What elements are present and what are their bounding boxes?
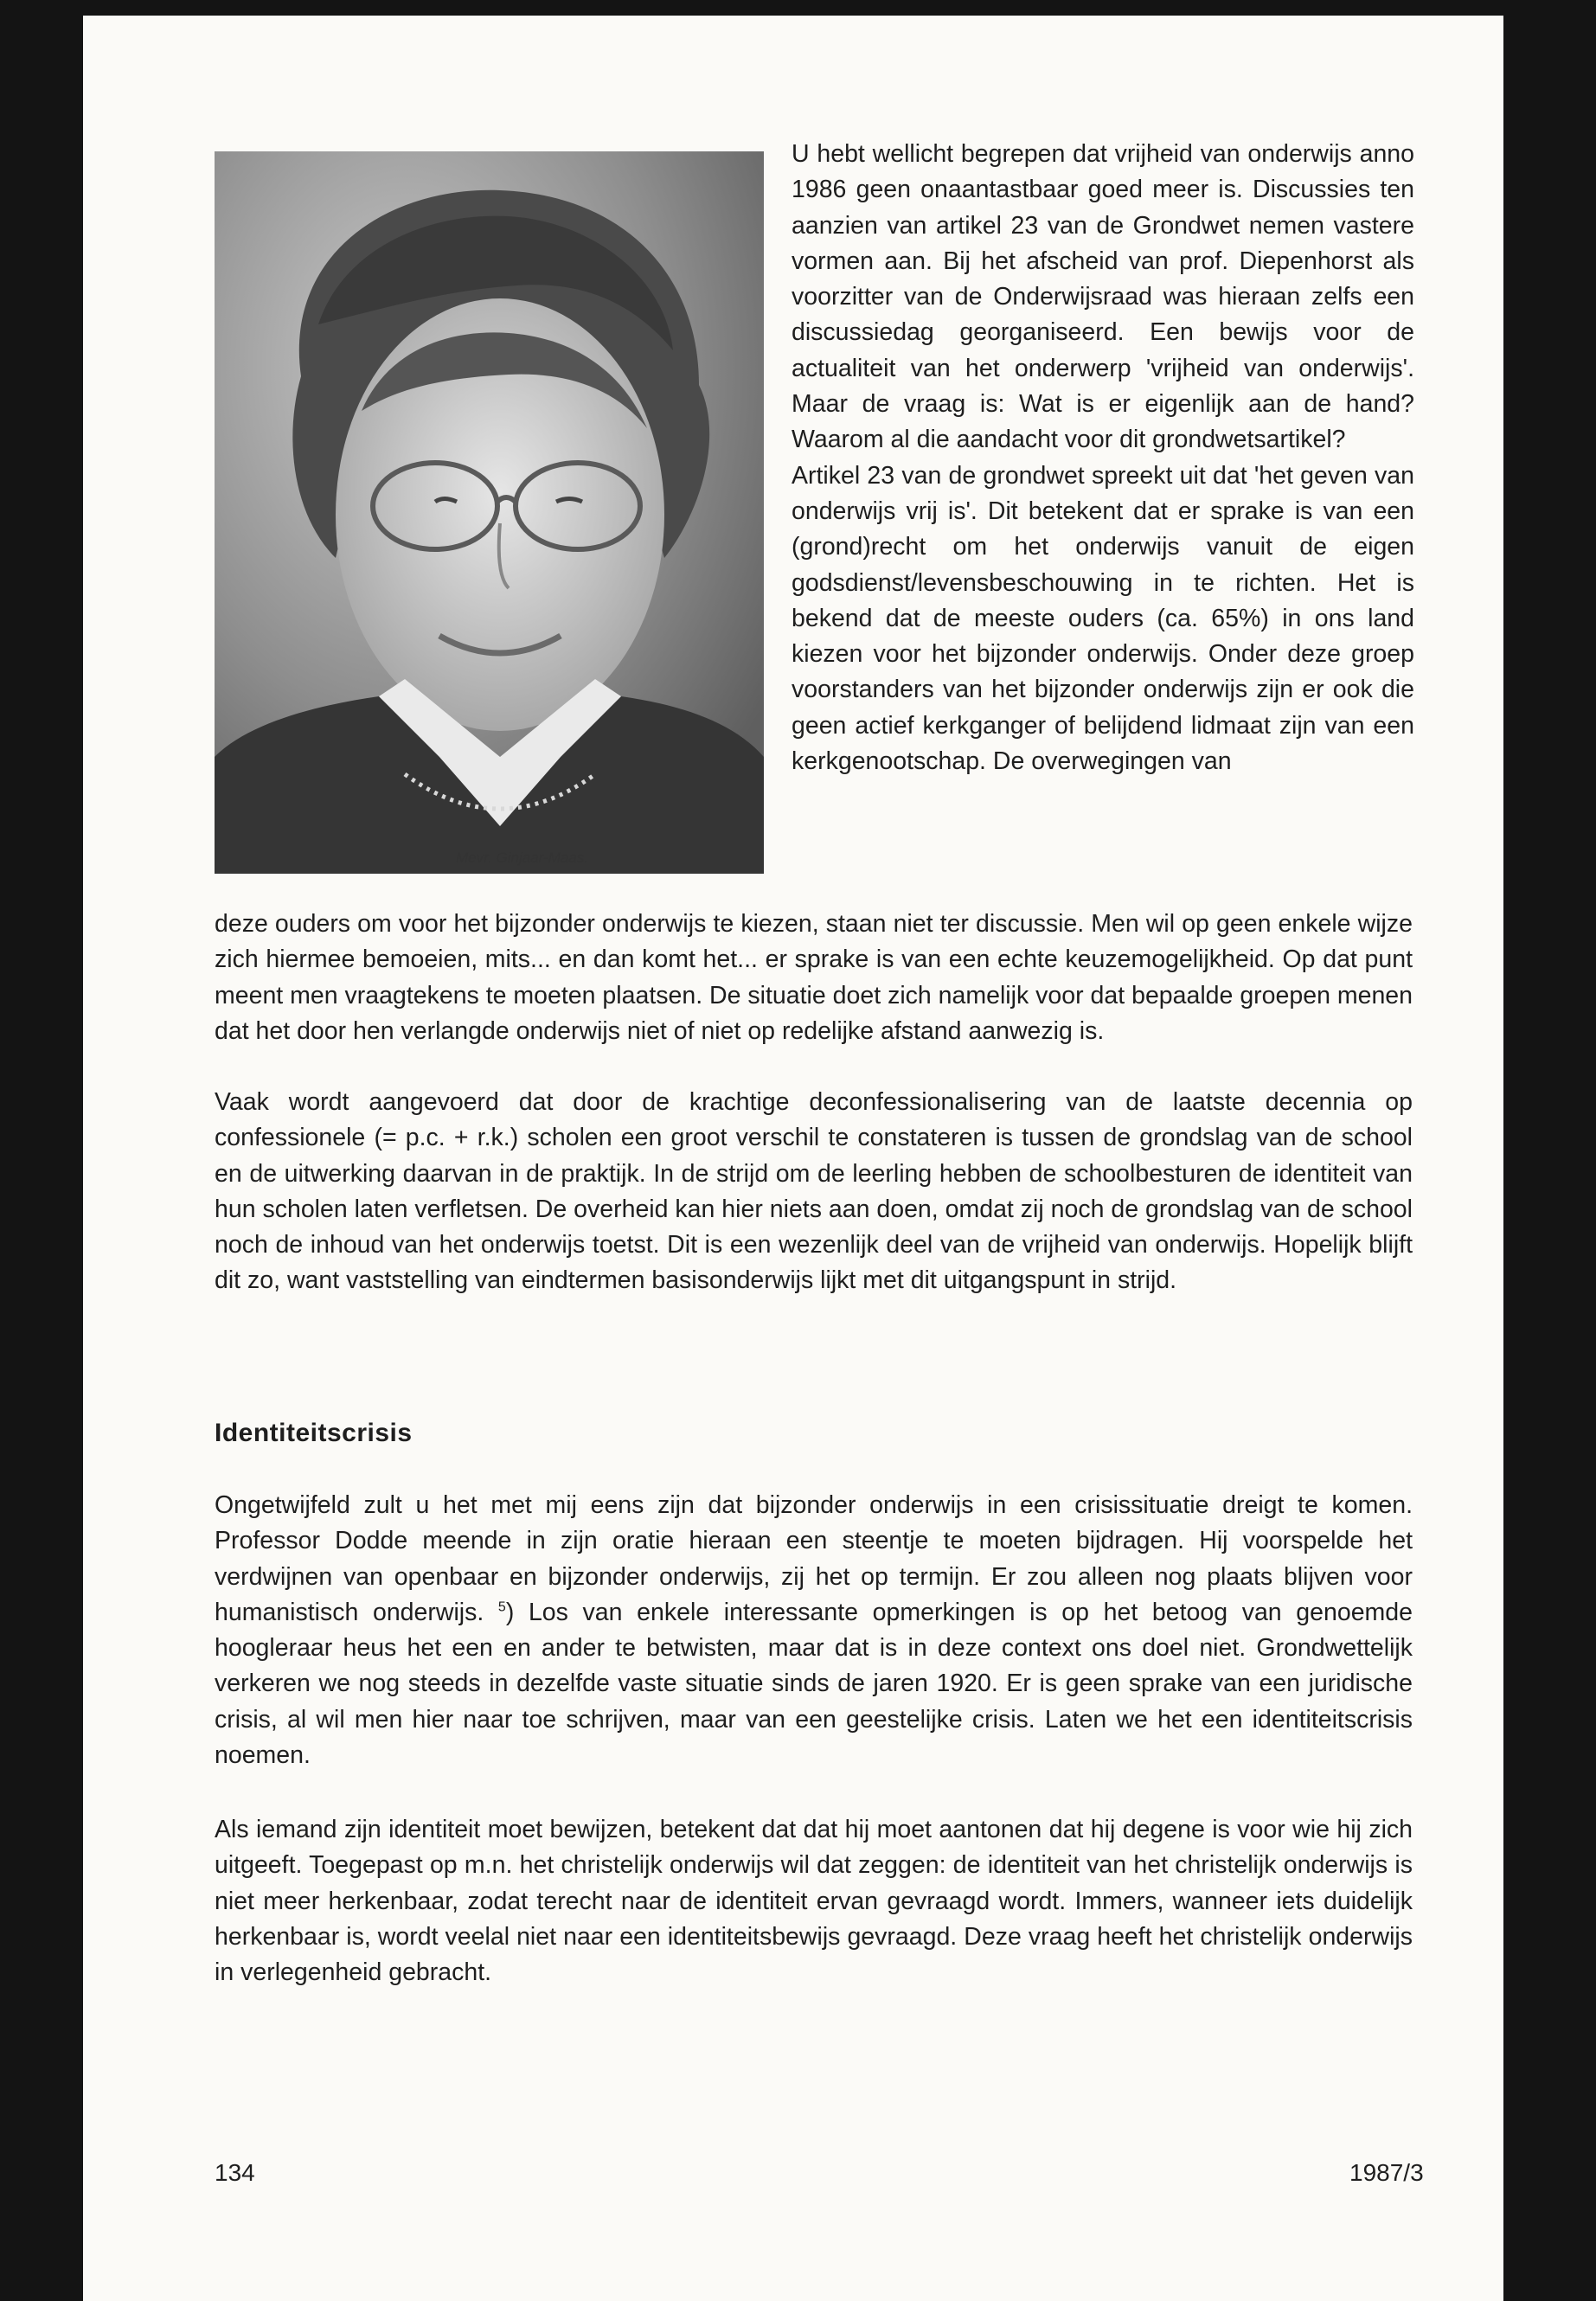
footnote-marker: 5 xyxy=(497,1599,506,1615)
paragraph-3 xyxy=(215,1488,1413,1773)
intro-paragraph: U hebt wellicht begrepen dat vrijheid van onderwijs anno 1986 geen onaantastbaar goed meer is. Discussies ten aanzien van artikel 23 van de Grondwet nemen vastere vormen aan. Bij het afscheid van prof. Diepenhorst als voorzitter van de Onderwijsraad was hieraan zelfs een discussiedag georganiseerd. Een bewijs voor de actualiteit van het onderwerp 'vrijheid van onderwijs'. Maar de vraag is: Wat is er eigenlijk aan de hand? Waarom al die aandacht voor dit grondwetsartikel? xyxy=(792,140,1414,454)
scan-border-right xyxy=(1503,0,1596,2301)
portrait-illustration xyxy=(215,151,764,874)
paragraph-1-start: Artikel 23 van de grondwet spreekt uit dat 'het geven van onderwijs vrij is'. Dit betekent dat er sprake is van een (grond)recht om het onderwijs vanuit de eigen godsdienst/levensbeschouwing in te richten. Het is bekend dat de meeste ouders (ca. 65%) in ons land kiezen voor het bijzonder onderwijs. Onder deze groep voorstanders van het bijzonder onderwijs zijn er ook die geen actief kerkganger of belijdend lidmaat zijn van een kerkgenootschap. De overwegingen van xyxy=(792,461,1414,776)
paragraph-2: Vaak wordt aangevoerd dat door de krachtige deconfessionalisering van de laatste decennia op confessionele (= p.c. + r.k.) scholen een groot verschil te constateren is tussen de grondslag van de school en de uitwerking daarvan in de praktijk. In de strijd om de leerling hebben de schoolbesturen de identiteit van hun scholen laten verfletsen. De overheid kan hier niets aan doen, omdat zij noch de grondslag van de school noch de inhoud van het onderwijs toetst. Dit is een wezenlijk deel van de vrijheid van onderwijs. Hopelijk blijft dit zo, want vaststelling van eindtermen basisonderwijs lijkt met dit uitgangspunt in strijd. xyxy=(215,1088,1413,1295)
issue-number: 1987/3 xyxy=(1349,2159,1424,2186)
section-heading: Identiteitscrisis xyxy=(215,1419,413,1447)
paragraph-3-rest: ) Los van enkele interessante opmerkingen is op het betoog van genoemde hoogleraar heus het een en ander te betwisten, maar dat is in deze context ons doel niet. Grondwettelijk verkeren we nog steeds in dezelfde vaste situatie sinds de jaren 1920. Er is geen sprake van een juridische crisis, al wil men hier naar toe schrijven, maar van een geestelijke crisis. Laten we het een identiteitscrisis noemen. xyxy=(215,1598,1413,1770)
scan-border-left xyxy=(0,0,83,2301)
portrait-photo xyxy=(215,151,764,874)
paragraph-4: Als iemand zijn identiteit moet bewijzen, betekent dat dat hij moet aantonen dat hij degene is voor wie hij zich uitgeeft. Toegepast op m.n. het christelijk onderwijs wil dat zeggen: de identiteit van het christelijk onderwijs is niet meer herkenbaar, zodat terecht naar de identiteit ervan gevraagd wordt. Immers, wanneer iets duidelijk herkenbaar is, wordt veelal niet naar een identiteitsbewijs gevraagd. Deze vraag heeft het christelijk onderwijs in verlegenheid gebracht. xyxy=(215,1816,1413,1987)
paragraph-1-continued: deze ouders om voor het bijzonder onderwijs te kiezen, staan niet ter discussie. Men wil op geen enkele wijze zich hiermee bemoeien, mits... en dan komt het... er sprake is van een echte keuzemogelijkheid. Op dat punt meent men vraagtekens te moeten plaatsen. De situatie doet zich namelijk voor dat bepaalde groepen menen dat het door hen verlangde onderwijs niet of niet op redelijke afstand aanwezig is. xyxy=(215,910,1413,1045)
paragraph-3-text: Ongetwijfeld zult u het met mij eens zijn dat bijzonder onderwijs in een crisissituatie dreigt te komen. Professor Dodde meende in zijn oratie hieraan een steentje te moeten bijdragen. Hij voorspelde het verdwijnen van openbaar en bijzonder onderwijs, zij het op termijn. Er zou alleen nog plaats blijven voor humanistisch onderwijs. xyxy=(215,1491,1413,1626)
photo-caption: Mevr. Ginjaar-Maas. xyxy=(455,849,588,866)
article-intro-wrapped xyxy=(792,137,1414,779)
page-number: 134 xyxy=(215,2159,255,2186)
